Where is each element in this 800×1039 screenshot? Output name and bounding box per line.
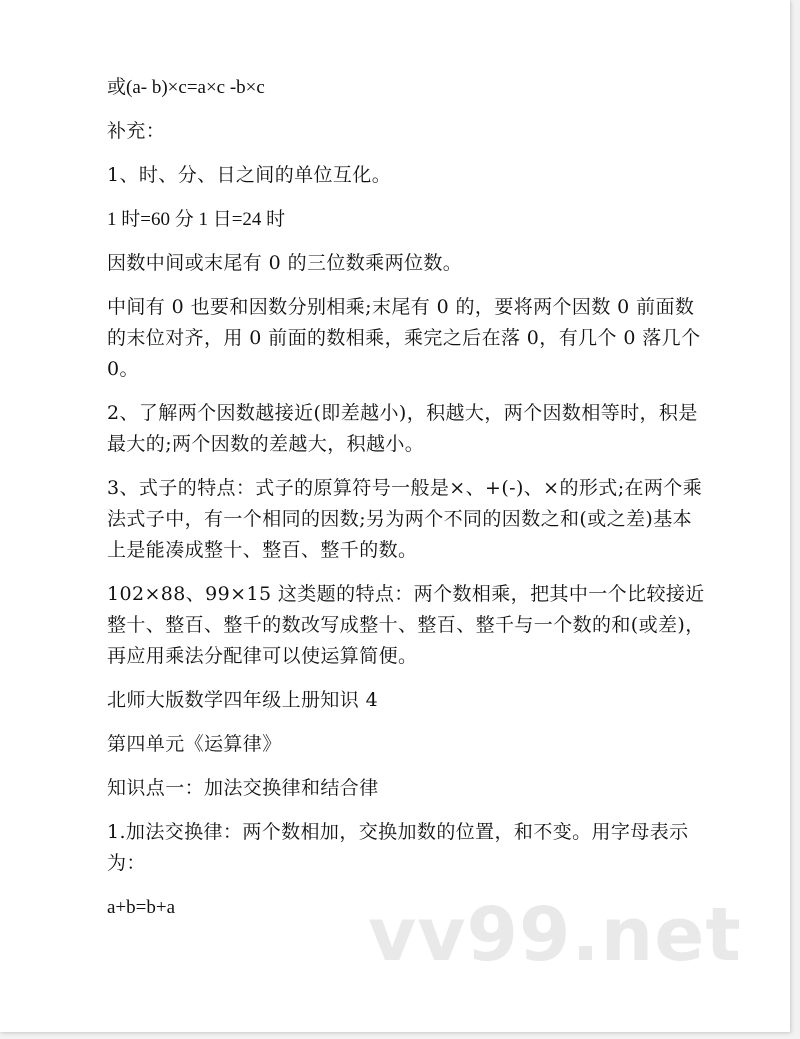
paragraph-commutative-law: 1.加法交换律：两个数相加，交换加数的位置，和不变。用字母表示为： xyxy=(107,821,689,874)
formula-line-distributive: 或(a- b)×c=a×c -b×c xyxy=(107,77,265,98)
paragraph-example-features: 102×88、99×15 这类题的特点：两个数相乘，把其中一个比较接近整十、整百、整千的数改写成整十、整百、整千与一个数的和(或差)，再应用乘法分配律可以使运算简便。 xyxy=(107,583,705,667)
formula-line-time: 1 时=60 分 1 日=24 时 xyxy=(107,209,286,230)
section-title: 北师大版数学四年级上册知识 4 xyxy=(107,689,379,711)
supplement-heading: 补充： xyxy=(107,120,166,142)
watermark-logo: vv99.net xyxy=(368,892,742,978)
paragraph-expression-features: 3、式子的特点：式子的原算符号一般是×、+(-)、×的形式;在两个乘法式子中，有一个相同的因数;另为两个不同的因数之和(或之差)基本上是能凑成整十、整百、整千的数。 xyxy=(107,477,703,561)
knowledge-point-heading: 知识点一：加法交换律和结合律 xyxy=(107,777,379,799)
unit-title: 第四单元《运算律》 xyxy=(107,733,282,755)
paragraph-zero-rule: 中间有 0 也要和因数分别相乘;末尾有 0 的，要将两个因数 0 前面数的末位对齐，用 0 前面的数相乘，乘完之后在落 0，有几个 0 落几个 0。 xyxy=(107,296,701,380)
paragraph-time-units: 1、时、分、日之间的单位互化。 xyxy=(107,164,392,186)
document-body xyxy=(107,72,707,936)
paragraph-zero-factor: 因数中间或末尾有 0 的三位数乘两位数。 xyxy=(107,252,463,274)
formula-line-commutative: a+b=b+a xyxy=(107,897,176,918)
paragraph-factor-closeness: 2、了解两个因数越接近(即差越小)，积越大，两个因数相等时，积是最大的;两个因数的差越大，积越小。 xyxy=(107,402,698,455)
